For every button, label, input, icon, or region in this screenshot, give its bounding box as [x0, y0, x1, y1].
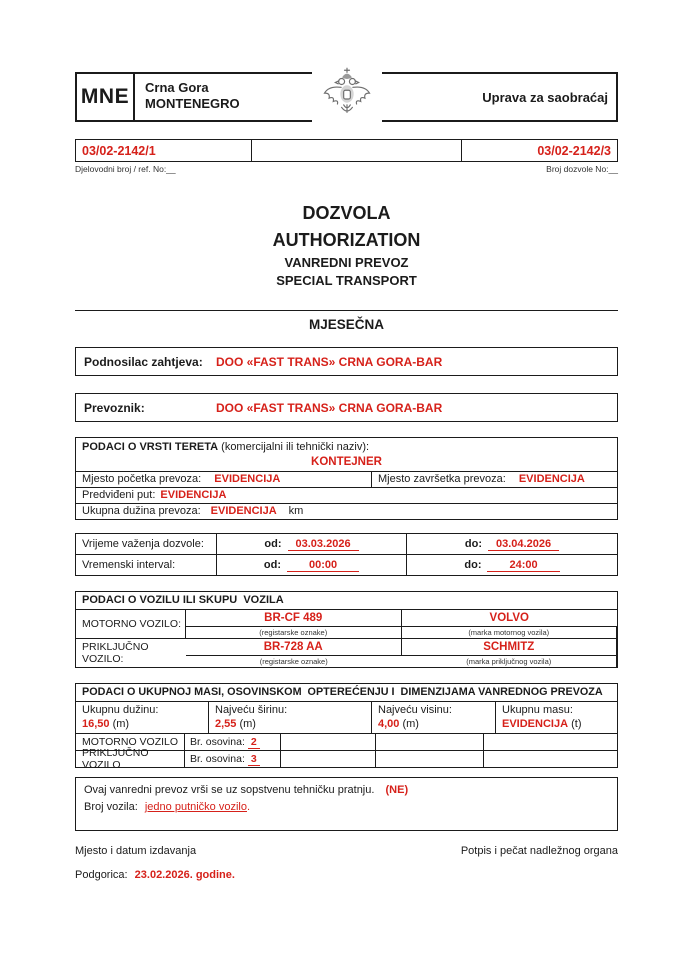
total-distance-unit: km: [288, 505, 304, 517]
carrier-label: Prevoznik:: [84, 400, 145, 415]
applicant-value: DOO «FAST TRANS» CRNA GORA-BAR: [216, 354, 443, 369]
trailer-vehicle-brand: SCHMITZ: [402, 638, 618, 655]
escort-line1: [84, 782, 609, 799]
valid-from-cell: [217, 534, 407, 554]
motor-axles-label: Br. osovina:: [190, 736, 245, 748]
reference-captions: [75, 164, 618, 174]
max-height-unit: (m): [402, 718, 419, 730]
ref-number-right: 03/02-2142/3: [537, 143, 611, 158]
transport-start-cell: [76, 472, 372, 487]
max-width-value: 2,55: [215, 718, 237, 730]
total-length-unit: (m): [112, 718, 130, 730]
escort-answer: (NE): [385, 784, 409, 796]
motor-plate-caption: (registarske oznake): [186, 626, 402, 638]
country-name: [135, 74, 240, 120]
time-from-cell: [217, 555, 407, 575]
total-distance-value: EVIDENCIJA: [210, 505, 277, 517]
total-distance-row: [76, 503, 617, 519]
planned-route-value: EVIDENCIJA: [160, 489, 227, 501]
title-divider: [75, 310, 618, 311]
permit-period: MJESEČNA: [308, 317, 384, 332]
transport-start-label: Mjesto početka prevoza:: [82, 473, 202, 485]
valid-to-cell: [407, 538, 617, 551]
carrier-field: [75, 393, 618, 422]
cargo-header-subtitle: (komercijalni ili tehnički naziv):: [218, 441, 370, 453]
valid-from-date: 03.03.2026: [288, 538, 359, 551]
trailer-empty-cell-1: [281, 751, 376, 767]
document-header: [75, 72, 618, 122]
footer-labels-row: [75, 845, 618, 857]
escort-statement: Ovaj vanredni prevoz vrši se uz sopstvenu tehničku pratnju.: [84, 784, 375, 796]
coat-of-arms-icon: [312, 66, 382, 126]
mass-dimensions-section: [75, 683, 618, 771]
escort-vehicles-label: Broj vozila:: [84, 801, 138, 813]
ref-right-caption: Broj dozvole No:__: [546, 164, 618, 174]
total-length-cell: [76, 702, 209, 733]
trailer-axles-count: 3: [248, 753, 260, 766]
total-length-value: 16,50: [82, 718, 110, 730]
applicant-label: Podnosilac zahtjeva:: [84, 354, 203, 369]
time-from-value: 00:00: [287, 559, 359, 572]
cargo-name: KONTEJNER: [311, 456, 382, 468]
carrier-value: DOO «FAST TRANS» CRNA GORA-BAR: [216, 400, 443, 415]
total-mass-cell: [496, 702, 617, 733]
trailer-axles-label: Br. osovina:: [190, 753, 245, 765]
transport-end-cell: [372, 472, 617, 487]
total-distance-label: Ukupna dužina prevoza:: [82, 505, 201, 517]
max-height-label: Najveću visinu:: [378, 704, 452, 716]
validity-dates-label: Vrijeme važenja dozvole:: [76, 534, 217, 554]
motor-axles-cell: [185, 734, 281, 750]
escort-vehicles-value: jedno putničko vozilo: [144, 801, 247, 813]
cargo-header-title: PODACI O VRSTI TERETA: [82, 441, 219, 453]
max-height-value: 4,00: [378, 718, 400, 730]
time-to-value: 24:00: [487, 559, 559, 572]
transport-end-label: Mjesto završetka prevoza:: [378, 473, 506, 485]
validity-section: [75, 533, 618, 576]
mass-section-header: PODACI O UKUPNOJ MASI, OSOVINSKOM OPTEREĆENJU I DIMENZIJAMA VANREDNOG PREVOZA: [76, 684, 617, 702]
escort-vehicles-suffix: .: [246, 801, 251, 813]
trailer-vehicle-label: PRIKLJUČNO VOZILO:: [76, 638, 186, 667]
reference-number-row: [75, 139, 618, 162]
country-code: MNE: [77, 74, 135, 120]
valid-to-date: 03.04.2026: [488, 538, 559, 551]
total-mass-label: Ukupnu masu:: [502, 704, 573, 716]
title-vanredni-prevoz: VANREDNI PREVOZ: [284, 255, 409, 270]
cargo-route-endpoints-row: [76, 471, 617, 487]
trailer-axles-vehicle-label: PRIKLJUČNO VOZILO: [76, 751, 185, 767]
time-to-cell: [407, 559, 617, 572]
from-label-time: od:: [263, 559, 281, 571]
planned-route-row: [76, 487, 617, 503]
ref-number-left: 03/02-2142/1: [76, 140, 252, 161]
planned-route-label: Predviđeni put:: [82, 489, 156, 501]
max-height-cell: [372, 702, 496, 733]
time-interval-row: [76, 554, 617, 575]
total-length-label: Ukupnu dužinu:: [82, 704, 159, 716]
vehicle-table: [76, 610, 617, 667]
total-mass-value: EVIDENCIJA: [502, 718, 569, 730]
max-width-unit: (m): [239, 718, 256, 730]
country-name-local: Crna Gora: [145, 80, 209, 95]
trailer-empty-cell-2: [376, 751, 484, 767]
issue-place-date-label: Mjesto i datum izdavanja: [75, 845, 197, 857]
vehicle-section-header: PODACI O VOZILU ILI SKUPU VOZILA: [76, 592, 617, 610]
trailer-axles-cell: [185, 751, 281, 767]
applicant-field: [75, 347, 618, 376]
motor-vehicle-label: MOTORNO VOZILO:: [76, 610, 186, 638]
dimensions-row: [76, 702, 617, 733]
trailer-brand-caption: (marka priključnog vozila): [402, 655, 618, 667]
to-label: do:: [464, 538, 483, 550]
escort-line2: [84, 799, 609, 816]
document-title: [75, 200, 618, 290]
trailer-plate-caption: (registarske oznake): [186, 655, 402, 667]
trailer-axles-row: [76, 747, 617, 771]
title-special-transport: SPECIAL TRANSPORT: [276, 273, 417, 288]
motor-brand-caption: (marka motornog vozila): [402, 626, 618, 638]
max-width-label: Najveću širinu:: [215, 704, 288, 716]
escort-section: [75, 777, 618, 831]
cargo-section: [75, 437, 618, 520]
validity-dates-row: [76, 534, 617, 554]
vehicle-section: [75, 591, 618, 668]
issuing-authority: Uprava za saobraćaj: [482, 89, 608, 105]
motor-axles-count: 2: [248, 736, 260, 749]
max-width-cell: [209, 702, 372, 733]
title-dozvola: DOZVOLA: [302, 203, 391, 223]
ref-left-caption: Djelovodni broj / ref. No:__: [75, 164, 176, 174]
transport-start-value: EVIDENCIJA: [214, 473, 281, 485]
motor-empty-cell-1: [281, 734, 376, 750]
trailer-vehicle-plate: BR-728 AA: [186, 638, 402, 655]
total-mass-unit: (t): [571, 718, 582, 730]
to-label-time: do:: [464, 559, 482, 571]
ref-number-middle-empty: [252, 140, 462, 161]
transport-end-value: EVIDENCIJA: [518, 473, 585, 485]
issue-place: Podgorica:: [75, 869, 128, 881]
cargo-section-header: [76, 438, 617, 455]
from-label: od:: [264, 538, 282, 550]
issue-place-date-line: [75, 869, 618, 881]
motor-vehicle-plate: BR-CF 489: [186, 610, 402, 626]
motor-empty-cell-2: [376, 734, 484, 750]
country-name-english: MONTENEGRO: [145, 96, 240, 111]
issue-date: 23.02.2026. godine.: [134, 869, 235, 881]
signature-stamp-label: Potpis i pečat nadležnog organa: [460, 845, 618, 857]
motor-vehicle-brand: VOLVO: [489, 612, 529, 624]
time-interval-label: Vremenski interval:: [76, 555, 217, 575]
authorization-document: [75, 0, 618, 881]
motor-axles-vehicle-label: MOTORNO VOZILO: [76, 734, 185, 750]
title-authorization: AUTHORIZATION: [272, 230, 421, 250]
